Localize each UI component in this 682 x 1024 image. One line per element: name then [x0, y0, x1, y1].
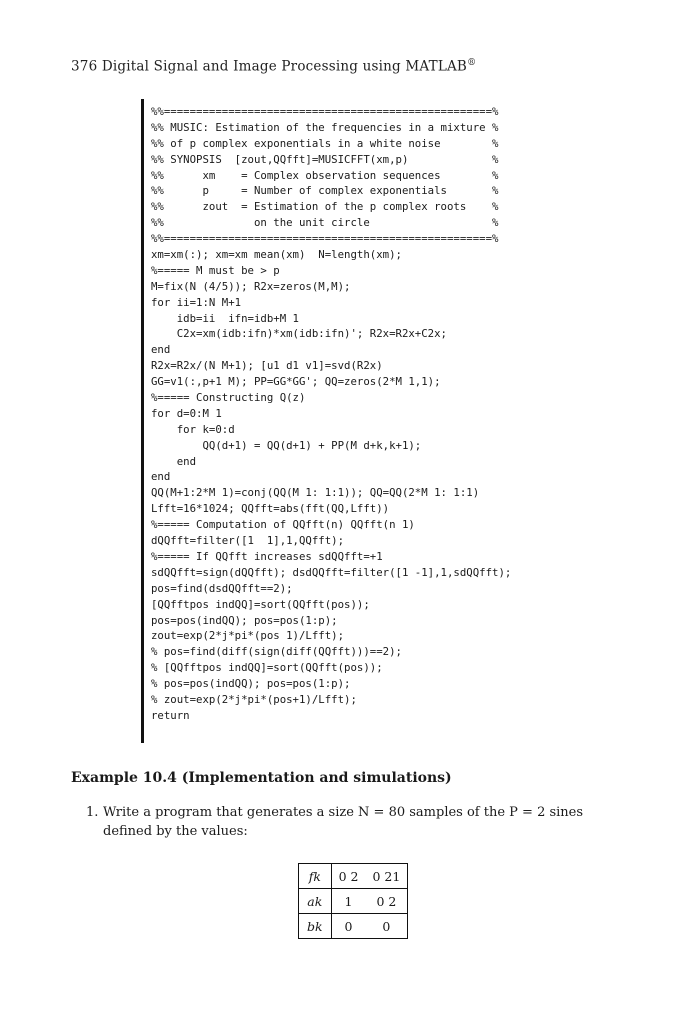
row-label-ak: ak — [299, 889, 332, 914]
code-line: %===== M must be > p — [151, 263, 280, 277]
registered-mark: ® — [467, 58, 477, 68]
page-number: 376 — [71, 58, 98, 75]
example-title: Example 10.4 (Implementation and simulations) — [71, 770, 452, 786]
code-line: % pos=pos(indQQ); pos=pos(1:p); — [151, 677, 351, 691]
code-line: return — [151, 708, 190, 722]
code-line: % [QQfftpos indQQ]=sort(QQfft(pos)); — [151, 661, 383, 675]
code-line: %===== Computation of QQfft(n) QQfft(n 1) — [151, 518, 415, 532]
code-listing — [141, 99, 584, 743]
code-line: %===== Constructing Q(z) — [151, 391, 306, 405]
code-line: %===== If QQfft increases sdQQfft=+1 — [151, 549, 383, 563]
code-line: GG=v1(:,p+1 M); PP=GG*GG'; QQ=zeros(2*M 1,1); — [151, 375, 441, 389]
code-line: end — [151, 454, 197, 468]
exercise-text: Write a program that generates a size N = 80 samples of the P = 2 sines defined by the values: — [103, 805, 584, 839]
code-line: idb=ii ifn=idb+M 1 — [151, 311, 299, 325]
code-line: Lfft=16*1024; QQfft=abs(fft(QQ,Lfft)) — [151, 502, 390, 516]
exercise-number: 1. — [86, 805, 99, 820]
code-line: %%===================================================% — [151, 105, 499, 118]
running-title: Digital Signal and Image Processing using MATLAB — [101, 58, 468, 75]
code-line: for ii=1:N M+1 — [151, 295, 242, 309]
code-line: %% of p complex exponentials in a white noise % — [151, 136, 499, 150]
table-cell: 0 2 — [365, 889, 407, 914]
code-line: end — [151, 343, 171, 357]
code-line: %%===================================================% — [151, 232, 499, 246]
parameter-table — [298, 863, 408, 939]
code-line: % pos=find(diff(sign(diff(QQfft)))==2); — [151, 645, 402, 659]
code-line: sdQQfft=sign(dQQfft); dsdQQfft=filter([1 -1],1,sdQQfft); — [151, 565, 512, 579]
table-cell: 0 21 — [372, 868, 401, 884]
code-line: xm=xm(:); xm=xm mean(xm) N=length(xm); — [151, 248, 402, 262]
code-line: end — [151, 470, 171, 484]
table-cell: 0 — [331, 914, 365, 939]
table-row — [299, 864, 408, 889]
code-line: %% p = Number of complex exponentials % — [151, 184, 499, 198]
row-label-bk: bk — [299, 914, 332, 939]
exercise-item — [86, 803, 606, 841]
table-cell: 1 — [331, 889, 365, 914]
table-cell: 0 2 — [338, 868, 359, 884]
code-line: %% SYNOPSIS [zout,QQfft]=MUSICFFT(xm,p) % — [151, 152, 499, 166]
code-line: C2x=xm(idb:ifn)*xm(idb:ifn)'; R2x=R2x+C2x; — [151, 327, 447, 341]
row-label-fk: fk — [299, 864, 332, 889]
code-line: [QQfftpos indQQ]=sort(QQfft(pos)); — [151, 597, 370, 611]
code-line: pos=find(dsdQQfft==2); — [151, 581, 293, 595]
code-line: for d=0:M 1 — [151, 406, 222, 420]
code-line: %% zout = Estimation of the p complex roots % — [151, 200, 499, 214]
code-line: QQ(M+1:2*M 1)=conj(QQ(M 1: 1:1)); QQ=QQ(2*M 1: 1:1) — [151, 486, 480, 500]
code-line: M=fix(N (4/5)); R2x=zeros(M,M); — [151, 279, 351, 293]
code-line: pos=pos(indQQ); pos=pos(1:p); — [151, 613, 338, 627]
code-block — [144, 99, 584, 724]
code-line: % zout=exp(2*j*pi*(pos+1)/Lfft); — [151, 692, 357, 706]
code-line: zout=exp(2*j*pi*(pos 1)/Lfft); — [151, 629, 345, 643]
code-line: for k=0:d — [151, 422, 235, 436]
table-cell: 0 — [365, 914, 407, 939]
page-header — [71, 58, 476, 75]
code-line: %% on the unit circle % — [151, 216, 499, 230]
table-row — [299, 889, 408, 914]
table-row — [299, 914, 408, 939]
code-line: %% xm = Complex observation sequences % — [151, 168, 499, 182]
code-line: R2x=R2x/(N M+1); [u1 d1 v1]=svd(R2x) — [151, 359, 383, 373]
code-line: QQ(d+1) = QQ(d+1) + PP(M d+k,k+1); — [151, 438, 422, 452]
code-line: %% MUSIC: Estimation of the frequencies in a mixture % — [151, 120, 499, 134]
code-line: dQQfft=filter([1 1],1,QQfft); — [151, 534, 345, 548]
